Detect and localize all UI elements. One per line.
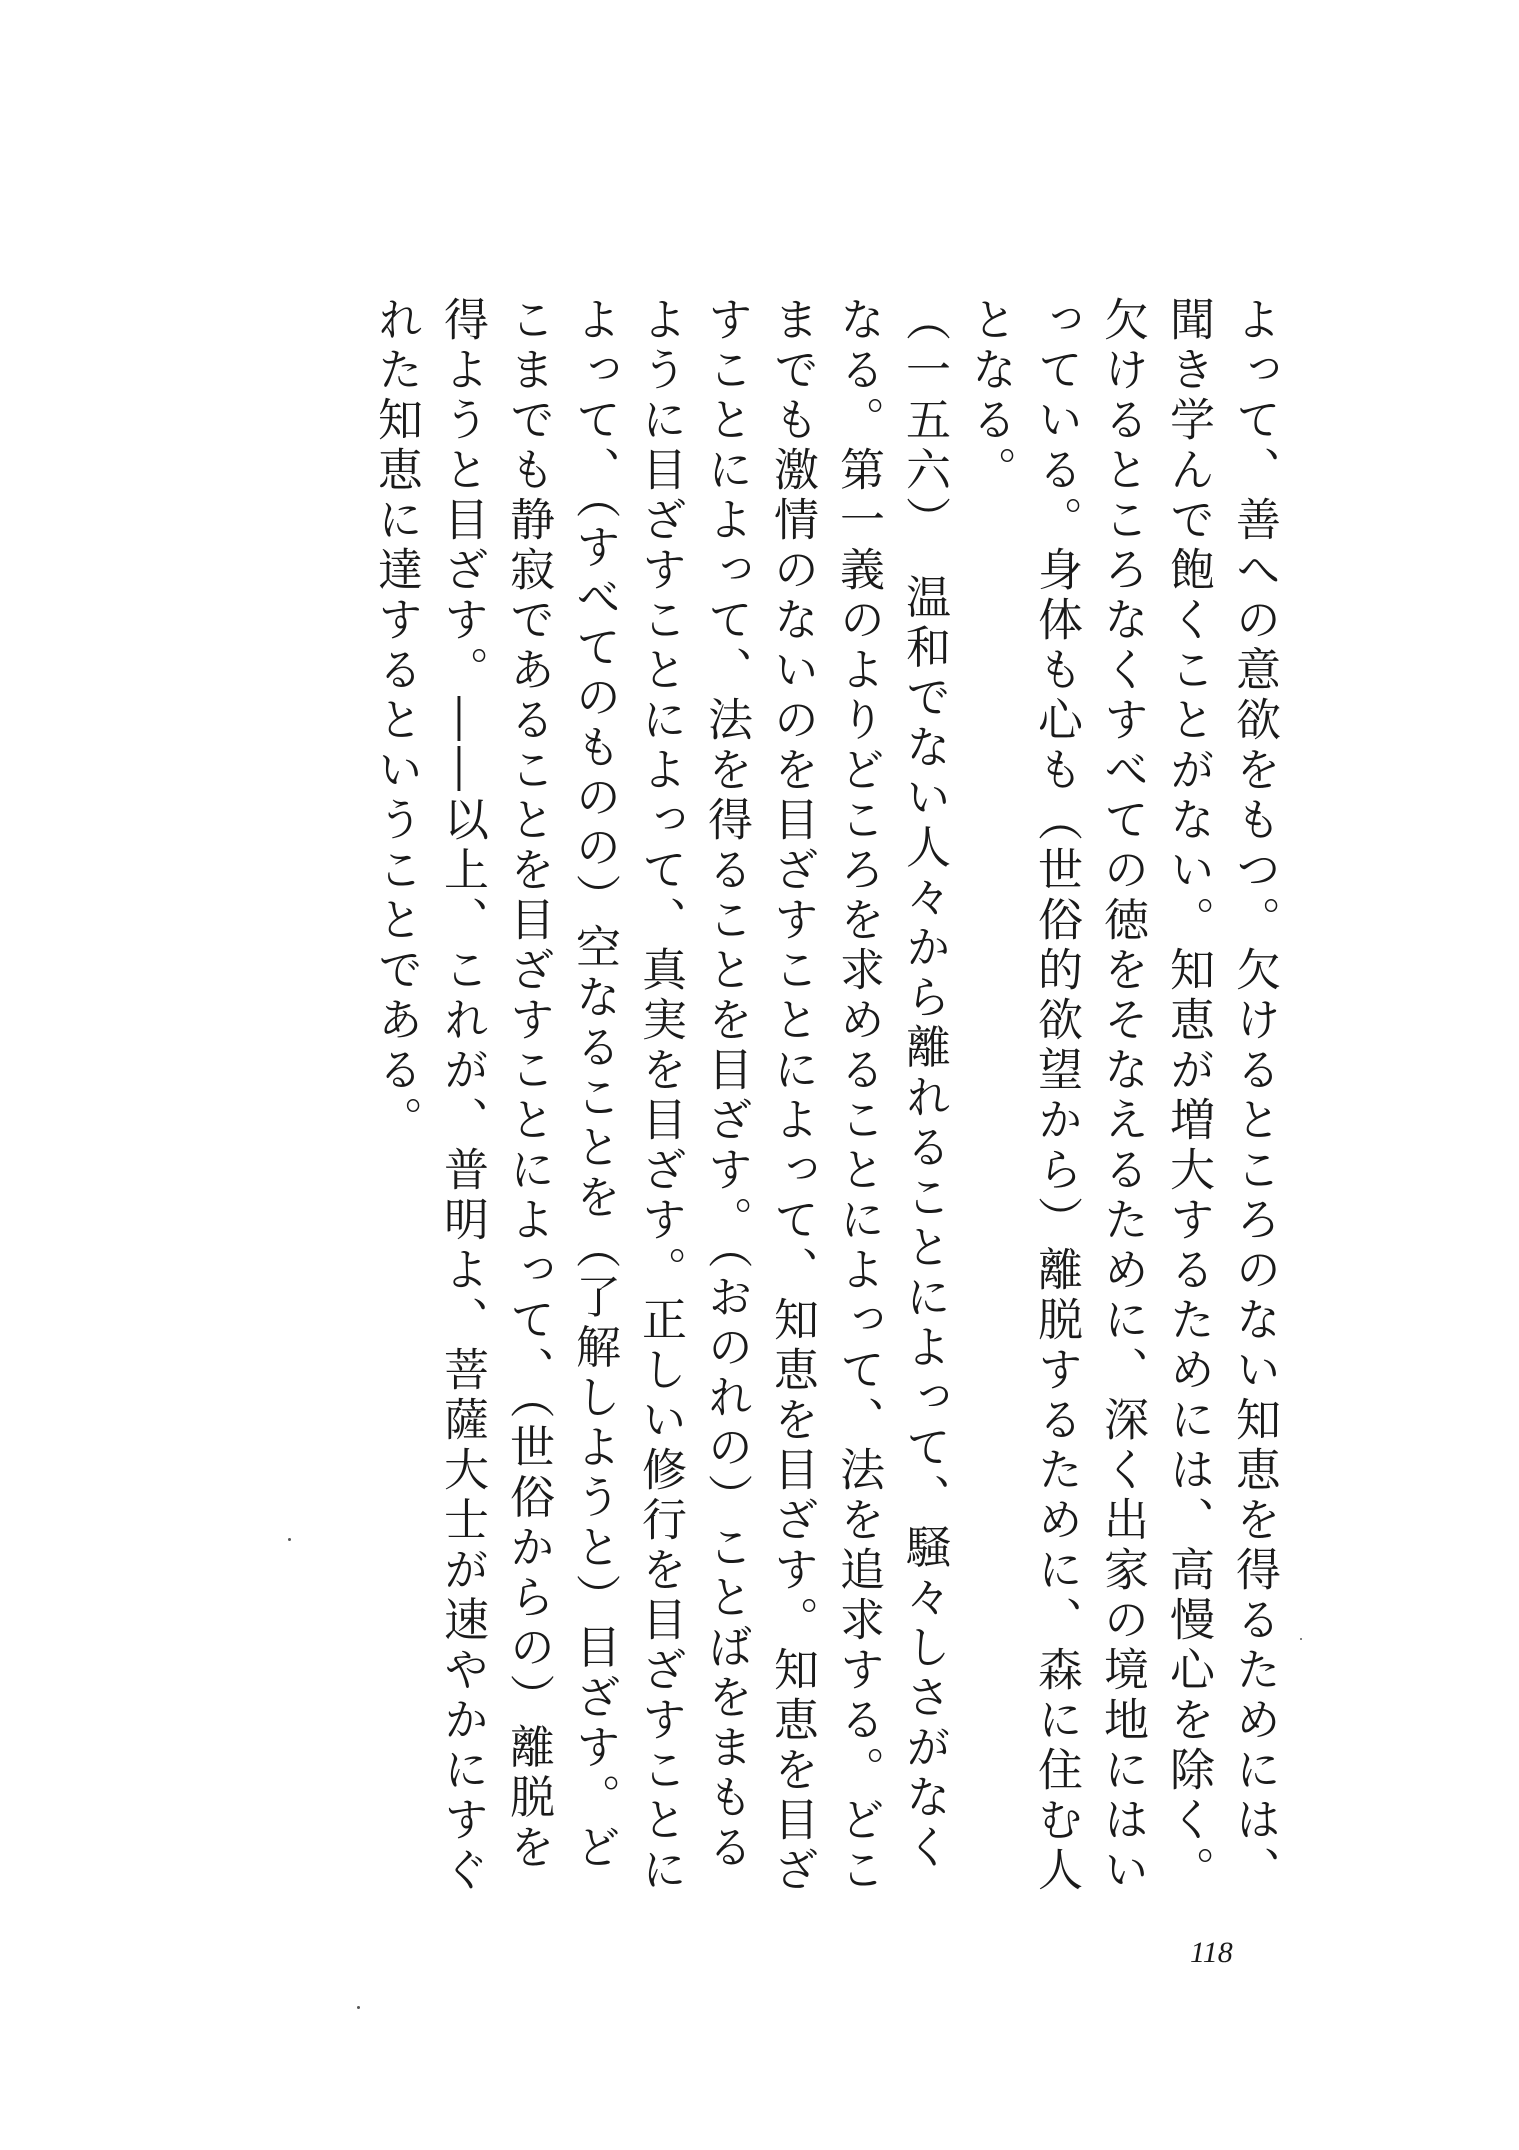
page-number: 118 [1190,1936,1233,1969]
paragraph-156: （一五六） 温和でない人々から離れることによって、騒々しさがなくなる。第一義のよりどころを求めることによって、法を追求する。どこまでも激情のないのを目ざすことによって、知恵を目ざす。知恵を目ざすことによって、法を得ることを目ざす。（おのれの）ことばをまもるように目ざすことによって、真実を目ざす。正しい修行を目ざすことによって、（すべてのものの）空なることを（了解しようと）目ざす。どこまでも静寂であることを目ざすことによって、（世俗からの）離脱を得ようと目ざす。――以上、これが、普明よ、菩薩大士が速やかにすぐれた知恵に達するということである。 [370,296,951,1896]
vertical-text-body [363,296,1287,1916]
scan-speck [288,1538,291,1541]
scan-speck [1300,1638,1302,1640]
scan-speck [357,2006,360,2009]
paragraph-continuation: よって、善への意欲をもつ。欠けるところのない知恵を得るためには、聞き学んで飽くことがない。知恵が増大するためには、高慢心を除く。欠けるところなくすべての徳をそなえるために、深く出家の境地にはいっている。身体も心も（世俗的欲望から）離脱するために、森に住む人となる。 [964,296,1281,1896]
